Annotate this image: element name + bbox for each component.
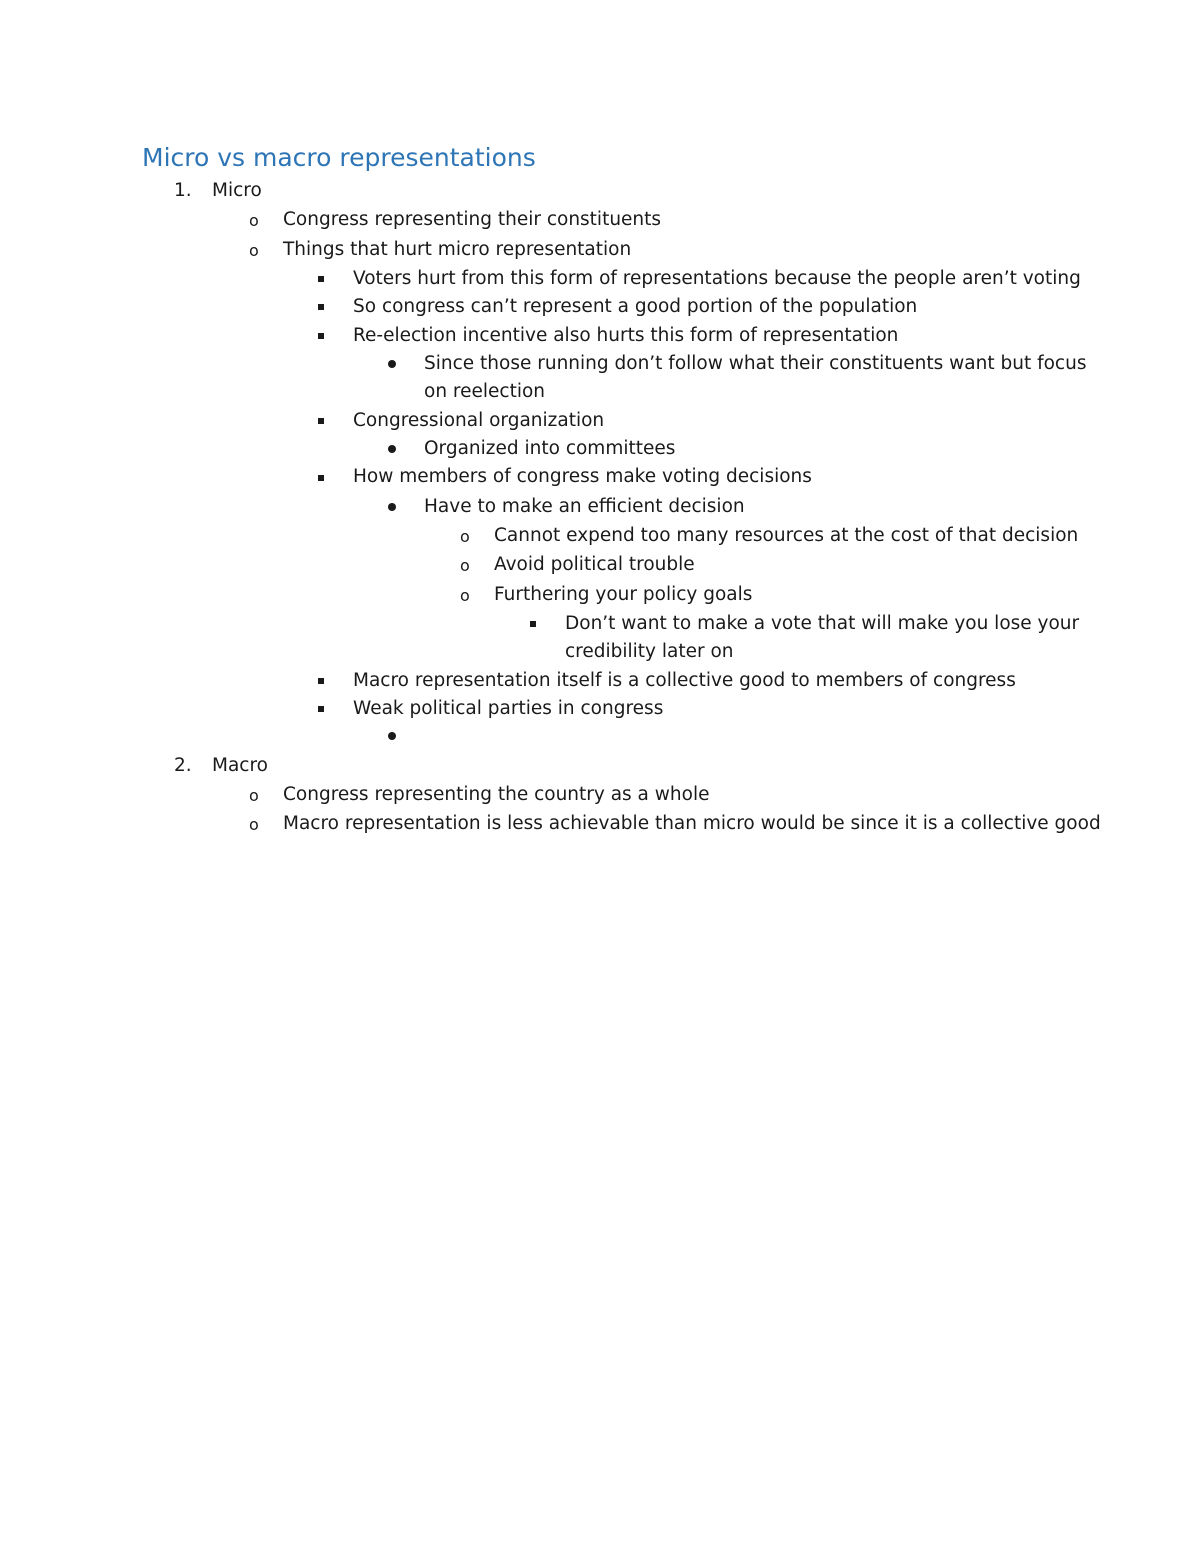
square-bullet-icon (318, 333, 324, 339)
circle-bullet-icon: o (249, 241, 259, 260)
list-item-continuation: credibility later on (565, 641, 734, 662)
list-number: 1. (174, 180, 192, 201)
list-item: So congress can’t represent a good portion of the population (353, 296, 918, 317)
circle-bullet-icon: o (460, 586, 470, 605)
list-item: Congress representing the country as a whole (283, 784, 710, 805)
list-item: Congress representing their constituents (283, 209, 662, 230)
dot-bullet-icon (388, 732, 396, 740)
list-item: Cannot expend too many resources at the cost of that decision (494, 525, 1079, 546)
dot-bullet-icon (388, 360, 396, 368)
square-bullet-icon (318, 418, 324, 424)
circle-bullet-icon: o (460, 556, 470, 575)
square-bullet-icon (318, 475, 324, 481)
list-item: Congressional organization (353, 410, 605, 431)
list-item: Avoid political trouble (494, 554, 695, 575)
list-item: Macro representation is less achievable than micro would be since it is a collective good (283, 813, 1101, 834)
square-bullet-icon (318, 678, 324, 684)
list-item: Voters hurt from this form of representations because the people aren’t voting (353, 268, 1081, 289)
list-item: How members of congress make voting decisions (353, 466, 812, 487)
list-item: Have to make an efficient decision (424, 496, 745, 517)
circle-bullet-icon: o (249, 815, 259, 834)
circle-bullet-icon: o (460, 527, 470, 546)
list-item: Furthering your policy goals (494, 584, 753, 605)
list-item-micro: Micro (212, 180, 262, 201)
list-item-macro: Macro (212, 755, 268, 776)
list-item: Things that hurt micro representation (283, 239, 632, 260)
square-bullet-icon (318, 706, 324, 712)
circle-bullet-icon: o (249, 211, 259, 230)
list-item: Organized into committees (424, 438, 676, 459)
page-title: Micro vs macro representations (142, 143, 536, 172)
list-item-continuation: on reelection (424, 381, 546, 402)
list-item: Since those running don’t follow what their constituents want but focus (424, 353, 1087, 374)
list-number: 2. (174, 755, 192, 776)
dot-bullet-icon (388, 445, 396, 453)
list-item: Macro representation itself is a collective good to members of congress (353, 670, 1016, 691)
list-item: Don’t want to make a vote that will make you lose your (565, 613, 1080, 634)
square-bullet-icon (530, 621, 536, 627)
square-bullet-icon (318, 304, 324, 310)
list-item: Re-election incentive also hurts this form of representation (353, 325, 899, 346)
circle-bullet-icon: o (249, 786, 259, 805)
dot-bullet-icon (388, 503, 396, 511)
square-bullet-icon (318, 276, 324, 282)
list-item: Weak political parties in congress (353, 698, 664, 719)
